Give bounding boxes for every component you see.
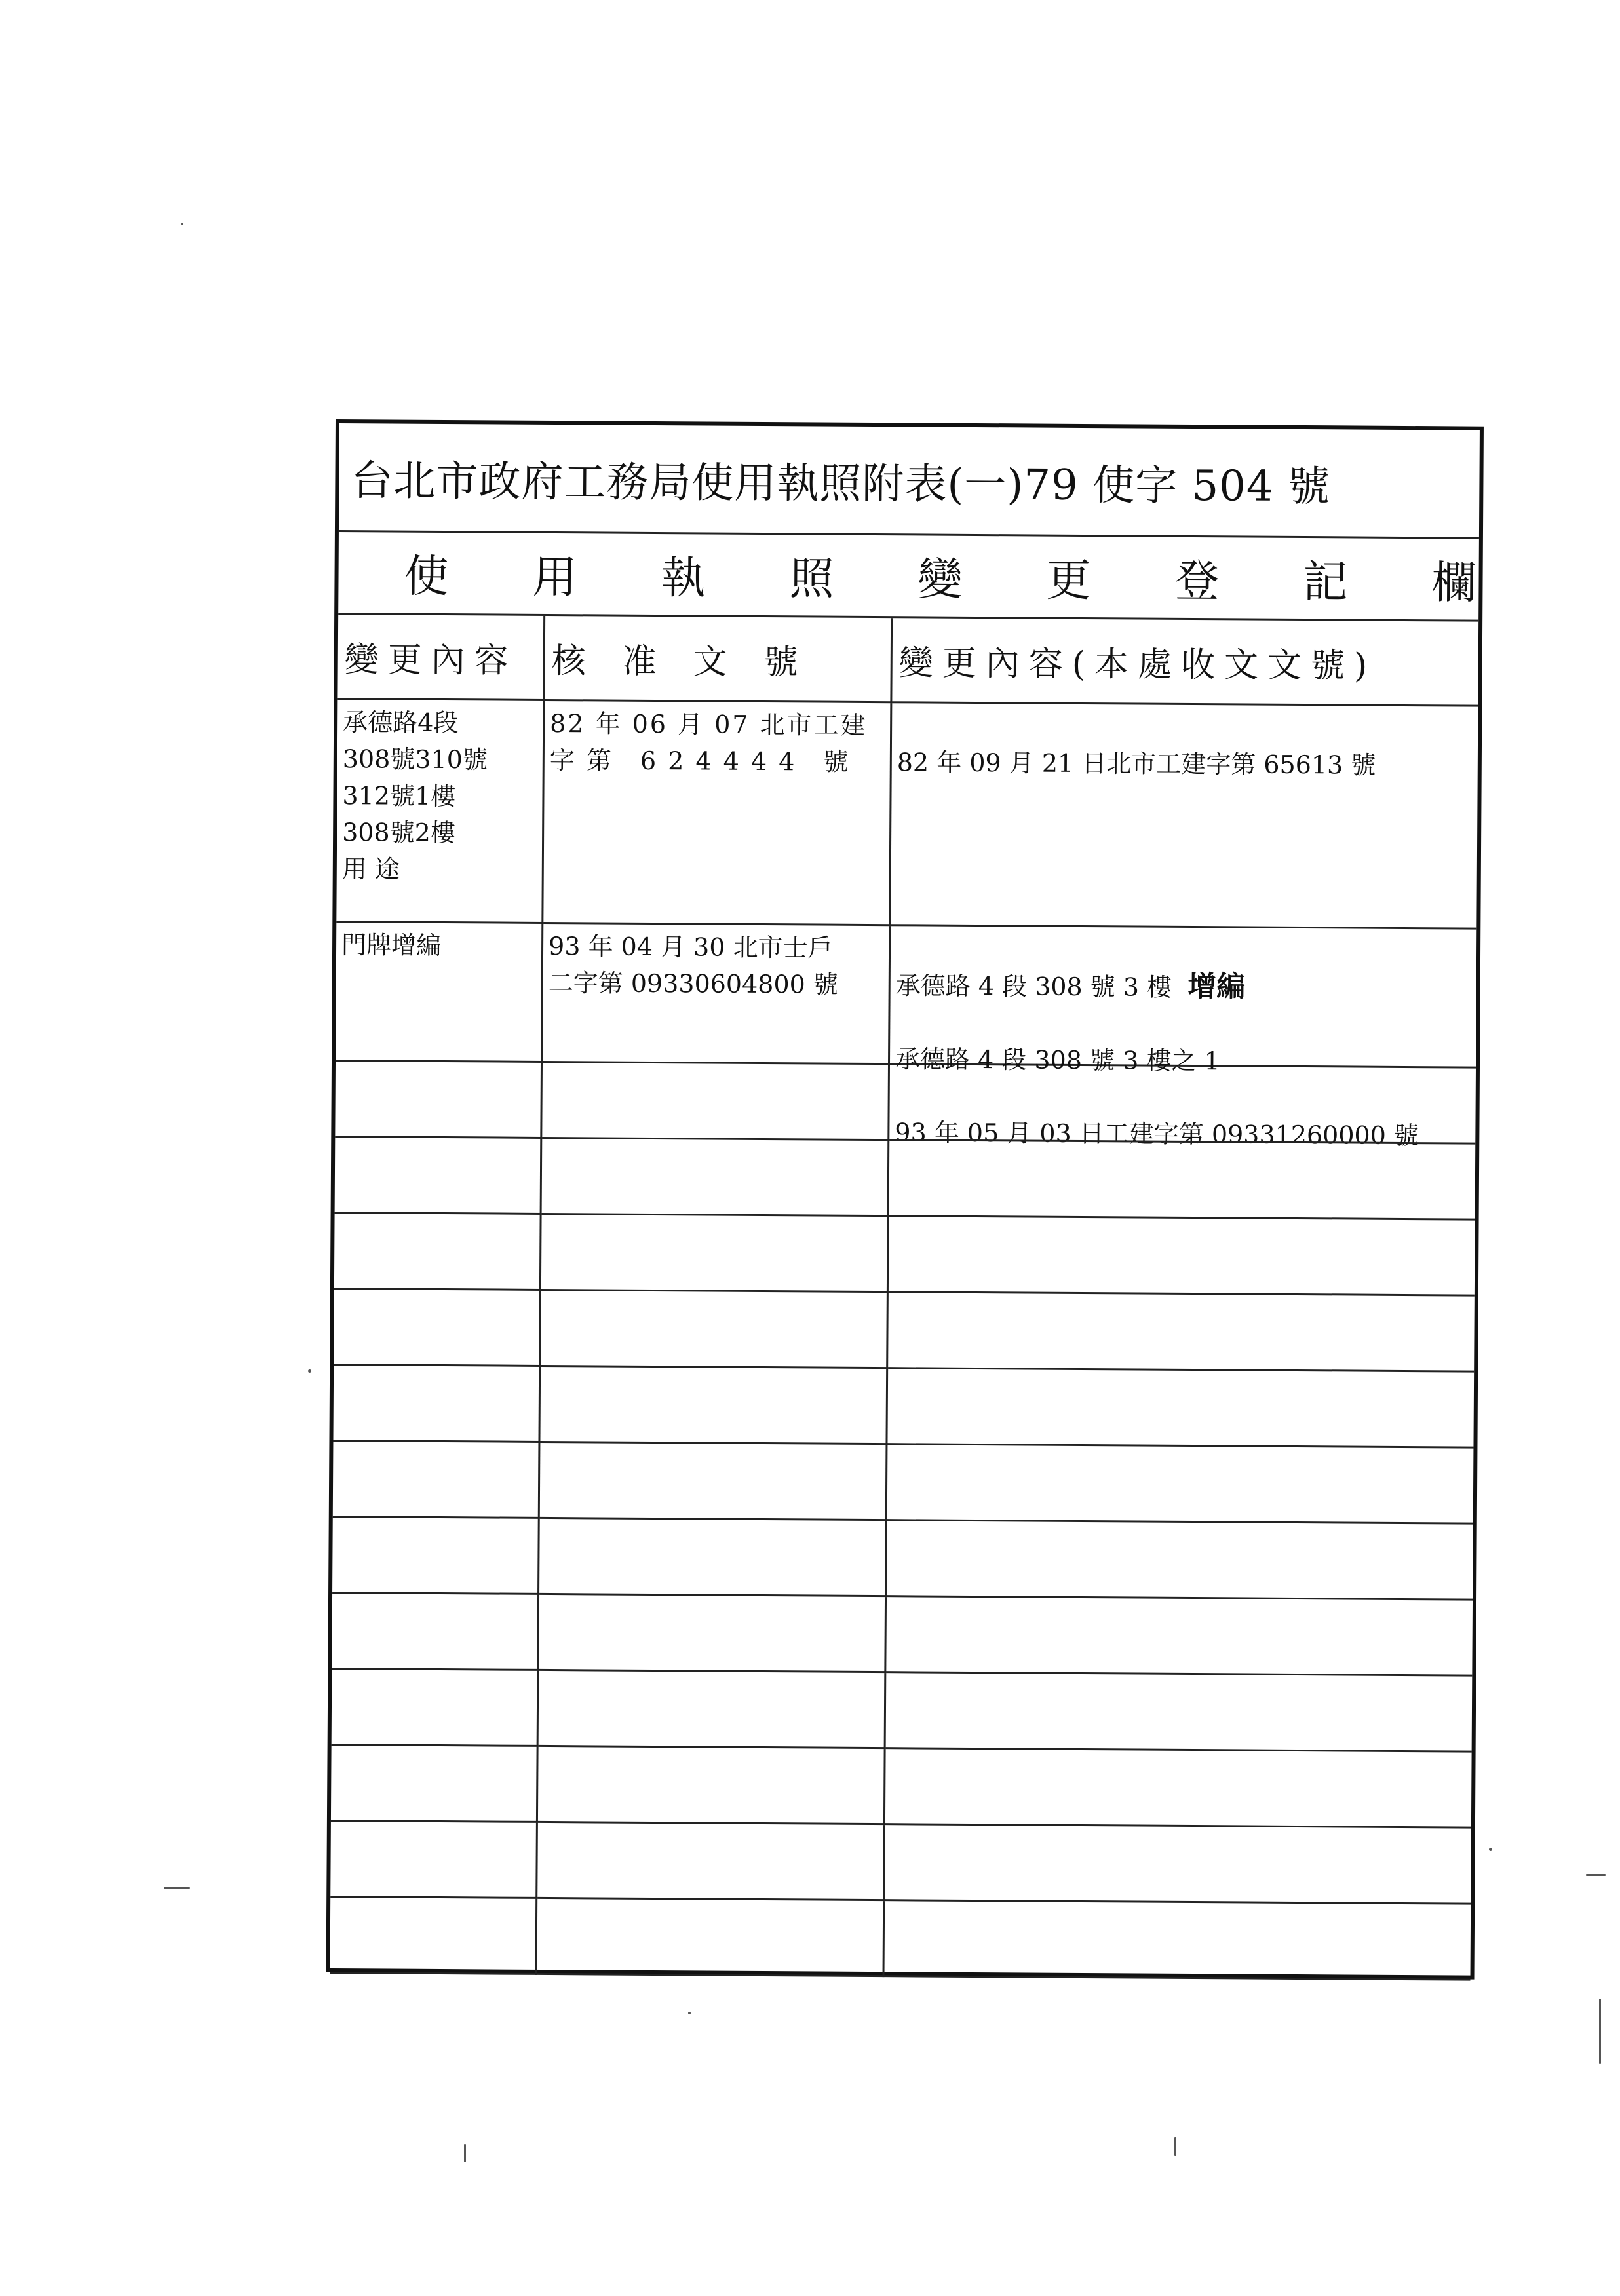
empty-rows	[330, 1062, 1476, 1981]
row2-change-content: 門牌增編	[336, 923, 543, 1063]
row1-approval-number: 82 年 06 月 07 北市工建 字 第 6 2 4 4 4 4 號	[543, 701, 892, 926]
empty-cell	[887, 1445, 1474, 1524]
row2-approval-number: 93 年 04 月 30 北市士戶 二字第 09330604800 號	[543, 924, 891, 1065]
empty-cell	[889, 1141, 1476, 1220]
empty-cell	[889, 1065, 1476, 1144]
empty-cell	[331, 1746, 539, 1823]
empty-cell	[885, 1825, 1471, 1904]
scan-speck	[308, 1369, 311, 1373]
row2-added-mark: 增編	[1187, 969, 1246, 1004]
empty-cell	[542, 1063, 890, 1141]
row1-receipt	[891, 703, 1478, 929]
empty-cell	[541, 1215, 889, 1293]
empty-cell	[330, 1898, 538, 1975]
empty-cell	[540, 1443, 888, 1521]
empty-cell	[541, 1291, 889, 1369]
row2-receipt	[890, 926, 1476, 1151]
empty-cell	[885, 1749, 1472, 1828]
empty-cell	[886, 1597, 1473, 1676]
empty-cell	[333, 1366, 541, 1443]
empty-cell	[886, 1673, 1473, 1752]
empty-cell	[335, 1138, 543, 1215]
empty-cell	[887, 1369, 1474, 1448]
document-title: 台北市政府工務局使用執照附表(一)79 使字 504 號	[351, 456, 1331, 511]
empty-cell	[539, 1519, 887, 1597]
empty-cell	[540, 1367, 888, 1445]
empty-cell	[334, 1290, 541, 1367]
empty-cell	[887, 1521, 1473, 1600]
scan-speck	[1489, 1848, 1492, 1851]
header-change-content: 變更內容	[338, 615, 545, 701]
subtitle-row	[338, 532, 1560, 622]
scan-speck	[1586, 1874, 1606, 1876]
header-change-receipt: 變更內容(本處收文文號)	[892, 618, 1478, 706]
empty-cell	[332, 1518, 540, 1595]
header-approval-number: 核 准 文 號	[545, 616, 893, 703]
row2-receipt-line-1	[896, 966, 1471, 1007]
row1-receipt-line: 82 年 09 月 21 日北市工建字第 65613 號	[897, 748, 1376, 780]
empty-cell	[537, 1823, 885, 1901]
empty-cell	[884, 1901, 1471, 1980]
empty-cell	[332, 1594, 539, 1671]
row2-receipt-line-3: 93 年 05 月 03 日工建字第 09331260000 號	[895, 1118, 1419, 1151]
scan-speck	[688, 2012, 691, 2014]
empty-cell	[332, 1670, 539, 1747]
registration-table	[326, 419, 1560, 1980]
empty-cell	[888, 1293, 1475, 1372]
row1-change-content: 承德路4段 308號310號 312號1樓 308號2樓 用 途	[336, 700, 545, 924]
table-grid	[336, 615, 1478, 1151]
empty-cell	[539, 1671, 887, 1749]
scan-speck	[1174, 2137, 1176, 2156]
scan-speck	[164, 1887, 190, 1889]
empty-cell	[335, 1062, 543, 1139]
empty-cell	[539, 1595, 887, 1673]
empty-cell	[537, 1899, 885, 1977]
title-row	[339, 423, 1480, 539]
scan-speck	[464, 2144, 466, 2162]
scan-speck	[181, 223, 183, 225]
section-subtitle: 使用執照變更登記欄	[404, 550, 1560, 610]
empty-cell	[334, 1214, 542, 1291]
empty-cell	[889, 1217, 1475, 1296]
row2-receipt-address: 承德路 4 段 308 號 3 樓	[895, 971, 1172, 1002]
empty-cell	[538, 1747, 886, 1825]
empty-cell	[542, 1139, 890, 1217]
scan-speck	[1599, 1999, 1601, 2064]
row2-receipt-line-2: 承德路 4 段 308 號 3 樓之 1	[895, 1044, 1220, 1076]
empty-cell	[330, 1822, 538, 1899]
empty-cell	[333, 1442, 541, 1519]
